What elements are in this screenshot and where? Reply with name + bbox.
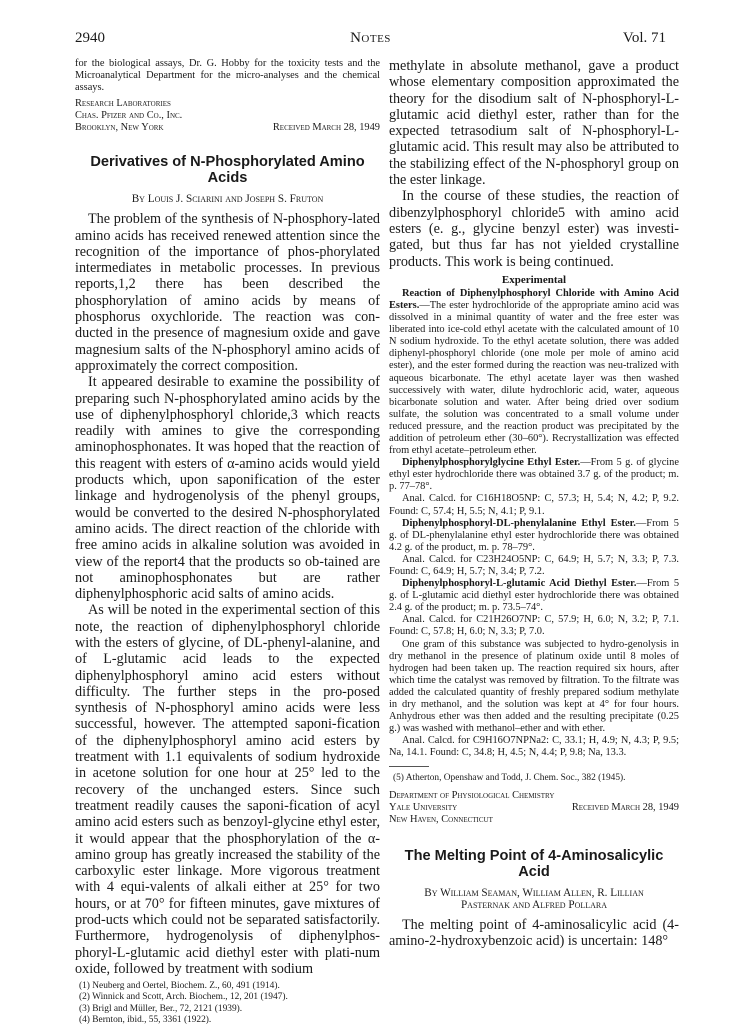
body-paragraph: It appeared desirable to examine the possibility of preparing such N-phosphorylated amino acids by the use of diphenylphosphoryl chloride,3 which reacts readily with amines to give the corresponding aminophosphonates. It was hoped that the reaction of this reagent with esters of α-amino acids would yield products which, upon saponification of the ester linkage and hydrogenolysis of the phenyl groups, would be converted to the desired N-phosphorylated amino acids. The direct reaction of the chloride with free amino acids in alkaline solution was avoided in view of the report4 that the products so ob-tained are not aminophosphonates but are rather diphenylphosphoric acid salts of amino acids.	[75, 374, 380, 603]
analysis-line: Anal. Calcd. for C23H24O5NP: C, 64.9; H, 5.7; N, 3.3; P, 7.3. Found: C, 64.9; H, 5.7; N, 3.4; P, 7.2.	[389, 553, 679, 578]
paragraph-text: —From 5 g. of glycine ethyl ester hydrochloride there was obtained 3.7 g. of the product; m. p. 77–78°.	[389, 457, 679, 493]
run-in-heading: Diphenylphosphoryl-DL-phenylalanine Ethyl Ester.	[402, 517, 636, 529]
byline-line: Pasternak and Alfred Pollara	[460, 898, 608, 911]
run-in-heading: Diphenylphosphorylglycine Ethyl Ester.	[402, 457, 581, 469]
body-paragraph: As will be noted in the experimental section of this note, the reaction of diphenylphosphoryl chloride with the esters of glycine, of DL-phenyl-alanine, and of L-glutamic acid leads to the expected diphenylphosphoryl amino acid esters without difficulty. The further steps in the pro-posed synthesis of N-phosphoryl amino acids were less successful, however. The attempted saponi-fication of the diphenylphosphoryl amino acid esters by treatment with 1.1 equivalents of sodium hydroxide in acetone solution for one hour at 25° led to the recovery of the unchanged esters. Since such treatment readily causes the saponi-fication of acyl amino acid esters such as benzoyl-glycine ethyl ester, it would appear that the phosphorylation of the α-amino group has greatly increased the stability of the carboxylic ester linkage. More vigorous treatment with 4 equi-valents of alkali either at 25° for two hours, or at 70° for fifteen minutes, gave mixtures of prod-ucts which could not be separated satisfactorily. Furthermore, hydrogenolysis of diphenylphos-phoryl-L-glutamic acid diethyl ester with plati-num oxide, followed by treatment with sodium	[75, 602, 380, 977]
page-number: 2940	[75, 30, 105, 46]
body-paragraph: The problem of the synthesis of N-phosphory-lated amino acids has received renewed attention since the recognition of the importance of phos-phorylated intermediates in metabolic processes. In previous reports,1,2 there has been described the phosphorylation of amino acids by means of phosphorus oxychloride. The reaction was con-ducted in the presence of magnesium oxide and gave magnesium salts of the N-phosphoryl amino acids of approximately the correct composition.	[75, 211, 380, 374]
affiliation-block	[389, 790, 679, 826]
run-in-heading: Diphenylphosphoryl-L-glutamic Acid Diethyl Ester.	[402, 578, 637, 590]
experimental-paragraph	[389, 457, 679, 493]
footnote: (5) Atherton, Openshaw and Todd, J. Chem. Soc., 382 (1945).	[393, 772, 626, 783]
footnotes	[75, 981, 380, 1026]
affiliation-line: Department of Physiological Chemistry	[389, 789, 555, 801]
experimental-paragraph	[389, 578, 679, 614]
left-column	[75, 58, 380, 1025]
affiliation-block	[75, 98, 380, 134]
received-date: Received March 28, 1949	[571, 801, 679, 813]
received-date: Received March 28, 1949	[272, 122, 380, 134]
article-byline: By Louis J. Sciarini and Joseph S. Fruton	[131, 193, 324, 206]
analysis-line: Anal. Calcd. for C9H16O7NPNa2: C, 33.1; H, 4.9; N, 4.3; P, 9.5; Na, 14.1. Found: C, 34.8; H, 4.5; N, 4.4; P, 9.8; Na, 13.3.	[389, 735, 679, 759]
running-head: Notes	[350, 30, 391, 46]
body-paragraph: The melting point of 4-aminosalicylic acid (4-amino-2-hydroxybenzoic acid) is uncertain: 148°	[389, 916, 679, 950]
paragraph-text: —The ester hydrochloride of the appropriate amino acid was dissolved in a minimal quantity of water and the free ester was liberated into ice-cold ethyl acetate with the calculated amount of 10 N sodium hydroxide. To the ethyl acetate solution, there was added diphenyl-phosphoryl chloride (one mole per mole of amino acid ester), and the ester formed during the reaction was neu-tralized with aqueous bicarbonate. The ethyl acetate layer was then washed successively with water, dilute hydrochloric acid, water, aqueous bicarbonate solution and water. After being dried over sodium sulfate, the solution was concentrated to a small volume under reduced pressure, and the reaction product was precipitated by the addition of petroleum ether (30–60°). Recrystallization was effected from ethyl acetate–petroleum ether.	[389, 299, 679, 457]
paragraph-text: —From 5 g. of L-glutamic acid diethyl ester hydrochloride there was obtained 2.4 g. of the product; m. p. 73.5–74°.	[389, 578, 680, 614]
byline-line: By William Seaman, William Allen, R. Lillian	[424, 886, 644, 899]
footnote: (3) Brigl and Müller, Ber., 72, 2121 (1939).	[79, 1003, 243, 1014]
experimental-paragraph	[389, 518, 679, 554]
body-paragraph: methylate in absolute methanol, gave a product whose elementary composition approximated the theory for the disodium salt of N-phosphoryl-L-glutamic acid diethyl ester, rather than for the expected tetrasodium salt of N-phosphoryl-L-glutamic acid. This result may also be attributed to the stabilizing effect of the N-phosphoryl group on the ester linkage.	[389, 58, 679, 189]
footnote: (1) Neuberg and Oertel, Biochem. Z., 60, 491 (1914).	[79, 981, 280, 992]
analysis-line: Anal. Calcd. for C21H26O7NP: C, 57.9; H, 6.0; N, 3.2; P, 7.1. Found: C, 57.8; H, 6.0; N, 3.3; P, 7.0.	[389, 614, 679, 638]
page-header	[75, 30, 666, 52]
volume-label: Vol. 71	[622, 30, 666, 46]
paragraph-text: —From 5 g. of DL-phenylalanine ethyl ester hydrochloride there was obtained 4.2 g. of the product, m. p. 78–79°.	[389, 517, 679, 553]
affiliation-line: Chas. Pfizer and Co., Inc.	[75, 110, 183, 122]
experimental-paragraph	[389, 288, 679, 457]
previous-article-end: for the biological assays, Dr. G. Hobby for the toxicity tests and the Microanalytical Department for the micro-analyses and the chemical assays.	[75, 58, 380, 94]
run-in-heading: Reaction of Diphenylphosphoryl Chloride with Amino Acid Esters.	[389, 287, 679, 311]
analysis-line: Anal. Calcd. for C16H18O5NP: C, 57.3; H, 5.4; N, 4.2; P, 9.2. Found: C, 57.4; H, 5.5; N, 4.1; P, 9.1.	[389, 493, 679, 517]
article-byline	[389, 887, 679, 911]
affiliation-line: Research Laboratories	[75, 98, 171, 110]
experimental-paragraph: One gram of this substance was subjected to hydro-genolysis in dry methanol in the presence of platinum oxide until 8 moles of hydrogen had been taken up. The reaction required six hours, after which time the catalyst was removed by filtration. To the filtrate was added the calculated quantity of freshly prepared sodium methylate in dry methanol, and the solution was kept at 4° for four hours. Anhydrous ether was then added and the resulting precipitate (0.25 g.) was washed with methanol–ether and with ether.	[389, 638, 679, 735]
footnote-rule	[389, 766, 429, 767]
section-heading: Experimental	[501, 273, 567, 286]
affiliation-line: New Haven, Connecticut	[389, 813, 493, 825]
footnote: (2) Winnick and Scott, Arch. Biochem., 12, 201 (1947).	[79, 992, 288, 1003]
body-paragraph: In the course of these studies, the reaction of dibenzylphosphoryl chloride5 with amino acid esters (e. g., glycine benzyl ester) was investi-gated, but thus far has not yielded crystalline products. This work is being continued.	[389, 188, 679, 270]
affiliation-line: Yale University	[389, 801, 458, 813]
article-title: The Melting Point of 4-Aminosalicylic Acid	[404, 847, 664, 880]
footnote: (4) Bernton, ibid., 55, 3361 (1922).	[79, 1014, 212, 1025]
right-column	[389, 58, 679, 998]
affiliation-line: Brooklyn, New York	[75, 122, 164, 134]
article-title: Derivatives of N-Phosphorylated Amino Acids	[90, 154, 365, 187]
